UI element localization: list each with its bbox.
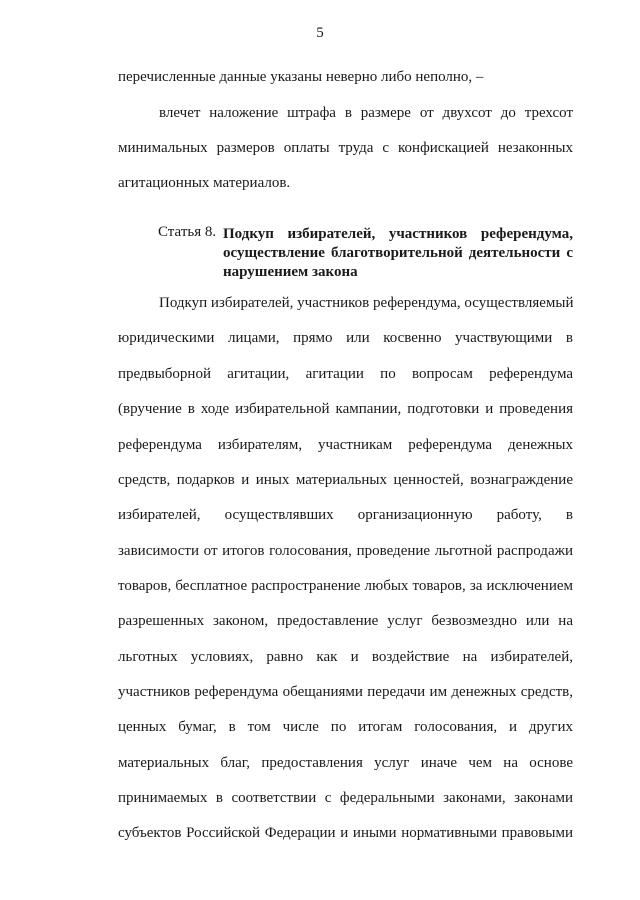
article-title-line: Подкуп избирателей, участников референдума, (223, 226, 573, 242)
text-line: Подкуп избирателей, участников референдума, осуществляемый (159, 295, 574, 311)
text-line: товаров, бесплатное распространение любых товаров, за исключением (118, 578, 573, 594)
text-line: юридическими лицами, прямо или косвенно участвующими в (118, 330, 573, 346)
text-line: агитационных материалов. (118, 175, 291, 191)
page-number: 5 (316, 25, 324, 41)
text-line: влечет наложение штрафа в размере от двухсот до трехсот (159, 105, 573, 121)
text-line: принимаемых в соответствии с федеральными законами, законами (118, 790, 573, 806)
article-title-line: нарушением закона (223, 264, 358, 280)
text-line: перечисленные данные указаны неверно либо неполно, – (118, 69, 484, 85)
text-line: льготных условиях, равно как и воздействие на избирателей, (118, 649, 573, 665)
text-line: средств, подарков и иных материальных ценностей, вознаграждение (118, 472, 573, 488)
text-line: ценных бумаг, в том числе по итогам голосования, и других (118, 719, 573, 735)
article-title (223, 225, 573, 282)
text-line: разрешенных законом, предоставление услуг безвозмездно или на (118, 613, 573, 629)
text-line: минимальных размеров оплаты труда с конфискацией незаконных (118, 140, 573, 156)
text-line: референдума избирателям, участникам референдума денежных (118, 437, 573, 453)
text-line: субъектов Российской Федерации и иными нормативными правовыми (118, 825, 573, 841)
article-label: Статья 8. (158, 224, 217, 240)
text-line: избирателей, осуществлявших организационную работу, в (118, 507, 573, 523)
text-line: предвыборной агитации, агитации по вопросам референдума (118, 366, 573, 382)
text-line: (вручение в ходе избирательной кампании, подготовки и проведения (118, 401, 573, 417)
text-line: материальных благ, предоставления услуг иначе чем на основе (118, 755, 573, 771)
text-line: зависимости от итогов голосования, проведение льготной распродажи (118, 543, 573, 559)
article-title-line: осуществление благотворительной деятельности с (223, 245, 573, 261)
text-line: участников референдума обещаниями передачи им денежных средств, (118, 684, 573, 700)
